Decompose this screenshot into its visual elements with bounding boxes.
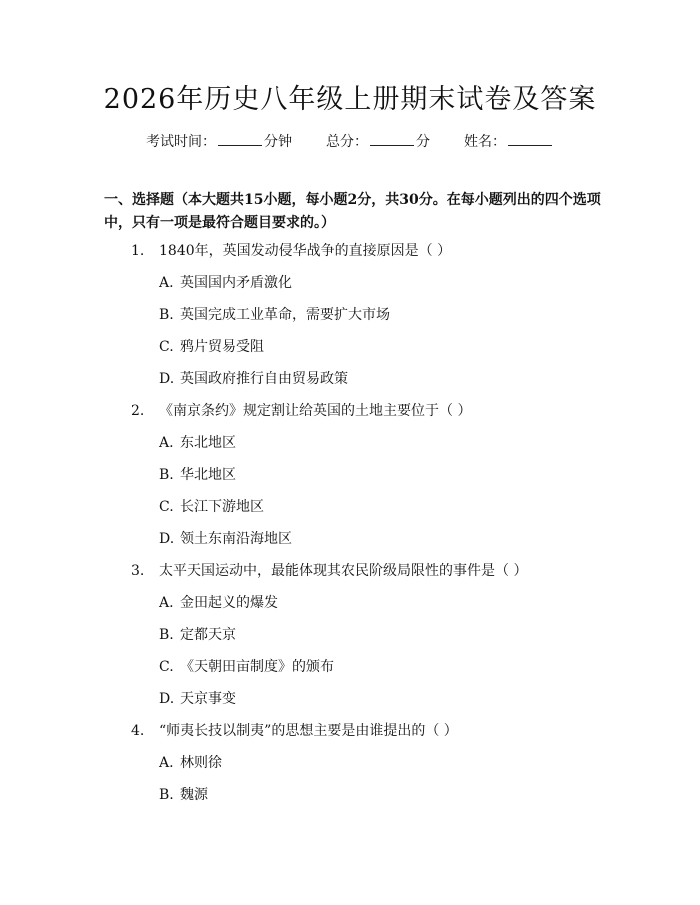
question-3-option-c [0,656,700,688]
option-letter: B. [159,787,174,803]
student-name-field [464,131,554,152]
total-score-blank [370,131,414,146]
option-text: 长江下游地区 [180,499,264,515]
total-score-field [326,131,430,152]
option-text: 英国政府推行自由贸易政策 [180,371,348,387]
option-text: 华北地区 [180,467,236,483]
total-score-unit: 分 [416,134,430,150]
option-letter: D. [159,531,175,547]
question-1-option-c [0,336,700,368]
question-3-option-a [0,592,700,624]
exam-info-line [0,131,700,152]
option-text: 东北地区 [180,435,236,451]
exam-time-field [146,131,292,152]
student-name-blank [508,131,552,146]
question-number: 2. [131,403,145,419]
question-stem: 太平天国运动中，最能体现其农民阶级局限性的事件是（ ） [159,563,528,579]
option-text: 英国国内矛盾激化 [180,275,292,291]
question-3-option-d [0,688,700,720]
option-text: 《天朝田亩制度》的颁布 [180,659,334,675]
question-number: 4. [131,723,145,739]
option-text: 魏源 [180,787,208,803]
option-letter: A. [159,755,174,771]
section-heading: 一、选择题（本大题共15小题，每小题2分，共30分。在每小题列出的四个选项中，只有一项是最符合题目要求的。） [104,192,601,231]
question-2 [0,400,700,432]
option-text: 鸦片贸易受阻 [180,339,264,355]
option-letter: C. [159,339,174,355]
question-list [0,240,700,816]
question-1-option-a [0,272,700,304]
option-letter: B. [159,307,174,323]
question-stem: “师夷长技以制夷”的思想主要是由谁提出的（ ） [159,723,458,739]
question-3-option-b [0,624,700,656]
question-1-option-b [0,304,700,336]
exam-time-blank [218,131,262,146]
question-2-option-c [0,496,700,528]
option-text: 天京事变 [180,691,236,707]
option-letter: A. [159,435,174,451]
question-number: 3. [131,563,145,579]
question-4 [0,720,700,752]
page-title: 2026年历史八年级上册期末试卷及答案 [103,84,597,115]
question-2-option-d [0,528,700,560]
question-4-option-a [0,752,700,784]
exam-time-unit: 分钟 [264,134,292,150]
question-4-option-b [0,784,700,816]
option-text: 金田起义的爆发 [180,595,278,611]
option-text: 林则徐 [180,755,222,771]
option-letter: C. [159,659,174,675]
option-text: 领土东南沿海地区 [180,531,292,547]
question-number: 1. [131,243,145,259]
option-letter: C. [159,499,174,515]
option-letter: B. [159,627,174,643]
option-text: 英国完成工业革命，需要扩大市场 [180,307,390,323]
option-letter: A. [159,275,174,291]
option-letter: D. [159,691,175,707]
question-1 [0,240,700,272]
question-stem: 1840年，英国发动侵华战争的直接原因是（ ） [159,243,452,259]
exam-time-label: 考试时间： [146,134,216,150]
option-text: 定都天京 [180,627,236,643]
question-3 [0,560,700,592]
option-letter: B. [159,467,174,483]
student-name-label: 姓名： [464,134,506,150]
total-score-label: 总分： [326,134,368,150]
question-1-option-d [0,368,700,400]
question-2-option-b [0,464,700,496]
option-letter: D. [159,371,175,387]
option-letter: A. [159,595,174,611]
question-stem: 《南京条约》规定割让给英国的土地主要位于（ ） [159,403,472,419]
question-2-option-a [0,432,700,464]
